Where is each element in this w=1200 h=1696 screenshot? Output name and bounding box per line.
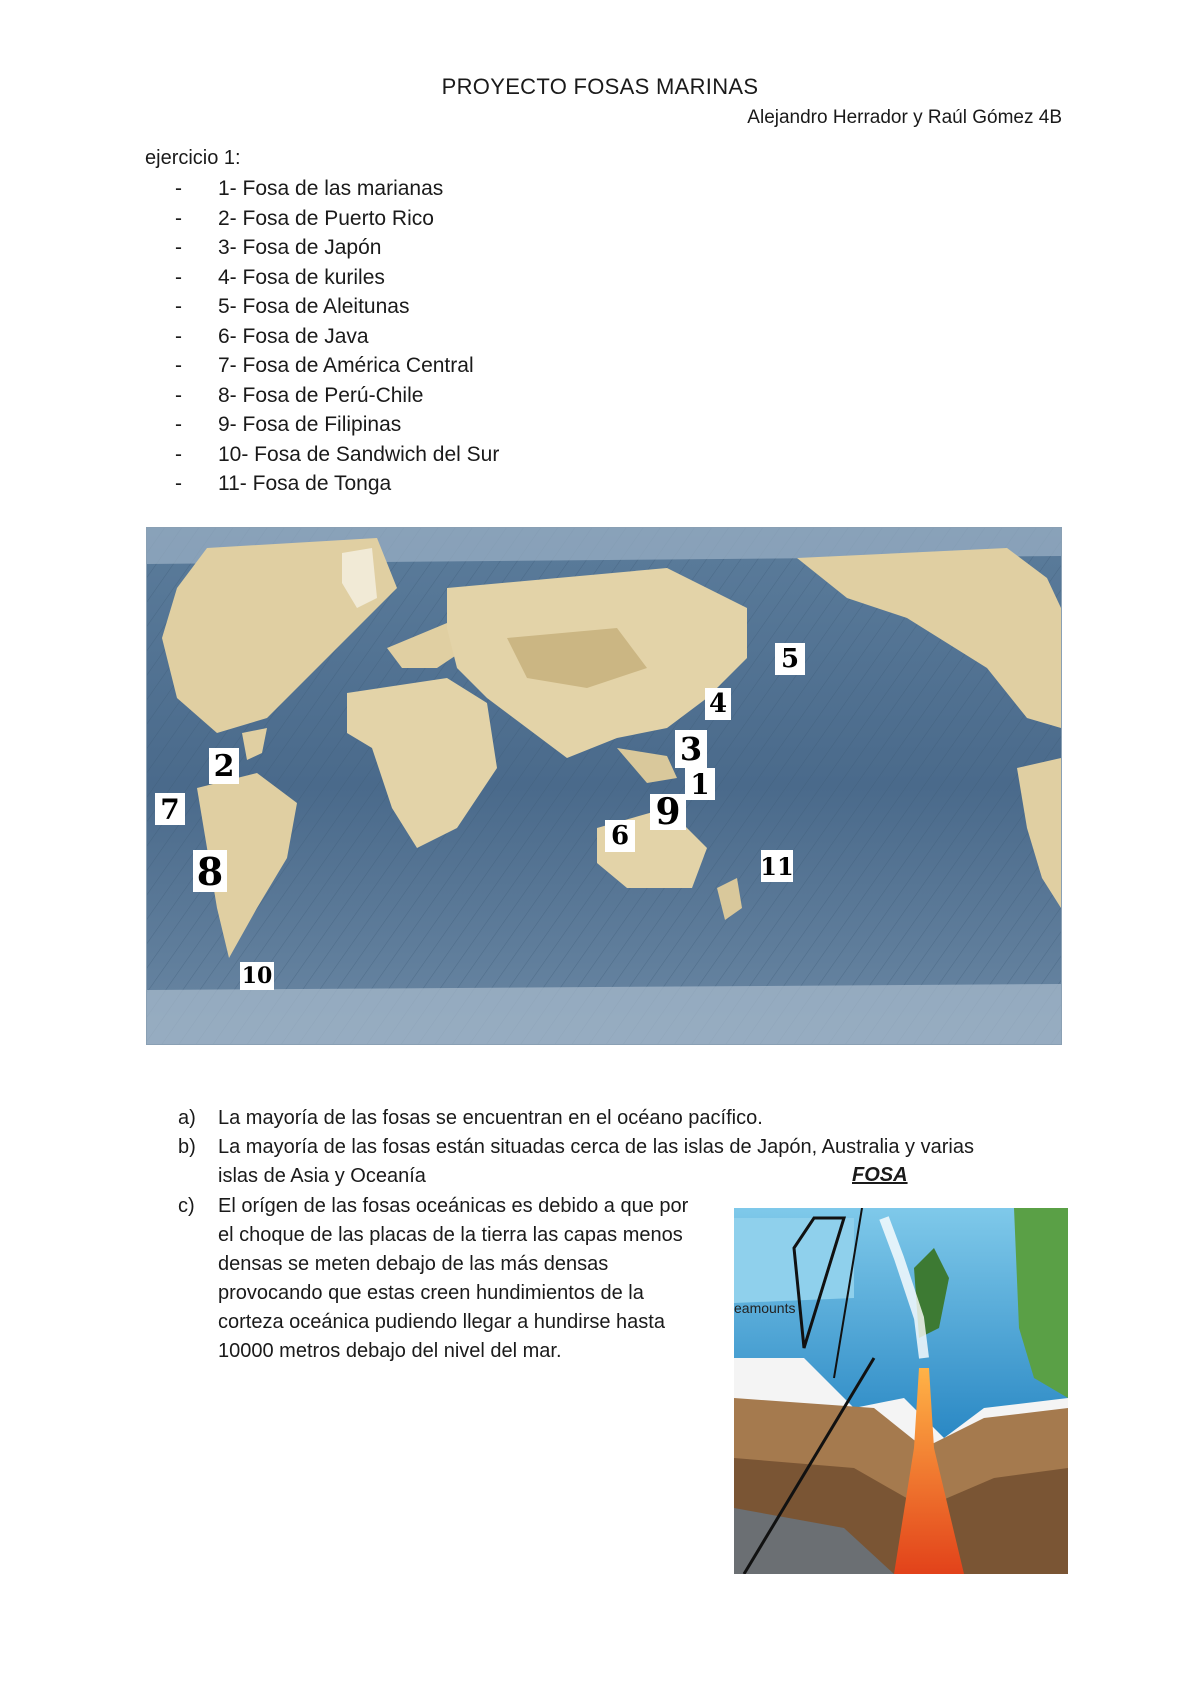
- trench-name: 4- Fosa de kuriles: [218, 265, 385, 289]
- map-marker: 2: [209, 748, 239, 784]
- trench-diagram: [734, 1208, 1068, 1574]
- trench-name: 5- Fosa de Aleitunas: [218, 295, 410, 318]
- list-bullet: -: [175, 265, 182, 289]
- list-item: [175, 204, 499, 234]
- list-item: [175, 351, 499, 381]
- trench-name: 1- Fosa de las marianas: [218, 177, 444, 200]
- map-marker: 6: [605, 820, 635, 852]
- list-item: [175, 469, 499, 499]
- list-bullet: -: [175, 295, 182, 318]
- trench-name: 10- Fosa de Sandwich del Sur: [218, 442, 500, 466]
- list-bullet: -: [175, 442, 182, 466]
- trench-list: [175, 174, 499, 499]
- trench-diagram-graphic: [734, 1208, 1068, 1574]
- answer-letter: a): [178, 1107, 196, 1129]
- list-bullet: -: [175, 236, 182, 259]
- list-bullet: -: [175, 472, 182, 495]
- list-bullet: -: [175, 413, 182, 436]
- map-marker: 3: [675, 730, 707, 768]
- list-item: [175, 263, 499, 293]
- world-map-graphic: [147, 528, 1061, 1044]
- world-map: [146, 527, 1062, 1045]
- map-marker: 5: [775, 643, 805, 675]
- list-item: [175, 440, 499, 470]
- trench-name: 6- Fosa de Java: [218, 324, 369, 348]
- answer-letter: c): [178, 1195, 195, 1217]
- list-bullet: -: [175, 354, 182, 377]
- answer-text: El orígen de las fosas oceánicas es debido a que por el choque de las placas de la tierra las capas menos densas se meten debajo de las más densas provocando que estas creen hundimientos de la corteza oceánica pudiendo llegar a hundirse hasta 10000 metros debajo del nivel del mar.: [218, 1195, 689, 1362]
- answer-a: [178, 1104, 1038, 1133]
- list-item: [175, 174, 499, 204]
- map-marker: 11: [760, 851, 794, 881]
- list-bullet: -: [175, 206, 182, 230]
- page-title: PROYECTO FOSAS MARINAS: [441, 74, 759, 99]
- list-item: [175, 381, 499, 411]
- answer-letter: b): [178, 1136, 196, 1158]
- answer-b: [178, 1133, 1038, 1191]
- answer-text: La mayoría de las fosas están situadas cerca de las islas de Japón, Australia y varias islas de Asia y Oceanía: [218, 1136, 974, 1187]
- list-bullet: -: [175, 324, 182, 348]
- trench-name: 11- Fosa de Tonga: [218, 472, 392, 495]
- map-marker: 7: [155, 793, 185, 825]
- map-marker: 1: [685, 768, 715, 800]
- trench-name: 9- Fosa de Filipinas: [218, 413, 402, 436]
- map-marker: 8: [193, 850, 227, 892]
- list-item: [175, 322, 499, 352]
- map-marker: 10: [241, 963, 273, 989]
- list-bullet: -: [175, 177, 182, 200]
- trench-name: 8- Fosa de Perú-Chile: [218, 383, 424, 407]
- answer-text: La mayoría de las fosas se encuentran en el océano pacífico.: [218, 1107, 763, 1129]
- map-marker: 4: [705, 688, 731, 720]
- trench-name: 2- Fosa de Puerto Rico: [218, 206, 434, 230]
- list-item: [175, 233, 499, 263]
- trench-name: 3- Fosa de Japón: [218, 236, 382, 259]
- list-item: [175, 410, 499, 440]
- trench-name: 7- Fosa de América Central: [218, 354, 474, 377]
- diagram-heading: FOSA: [852, 1164, 908, 1186]
- list-bullet: -: [175, 383, 182, 407]
- diagram-caption: eamounts: [734, 1300, 796, 1316]
- antarctic-ice: [147, 984, 1061, 1044]
- exercise-label: ejercicio 1:: [145, 147, 241, 169]
- list-item: [175, 292, 499, 322]
- answer-c: [178, 1192, 718, 1366]
- map-marker: 9: [650, 794, 686, 830]
- authors: Alejandro Herrador y Raúl Gómez 4B: [747, 107, 1062, 128]
